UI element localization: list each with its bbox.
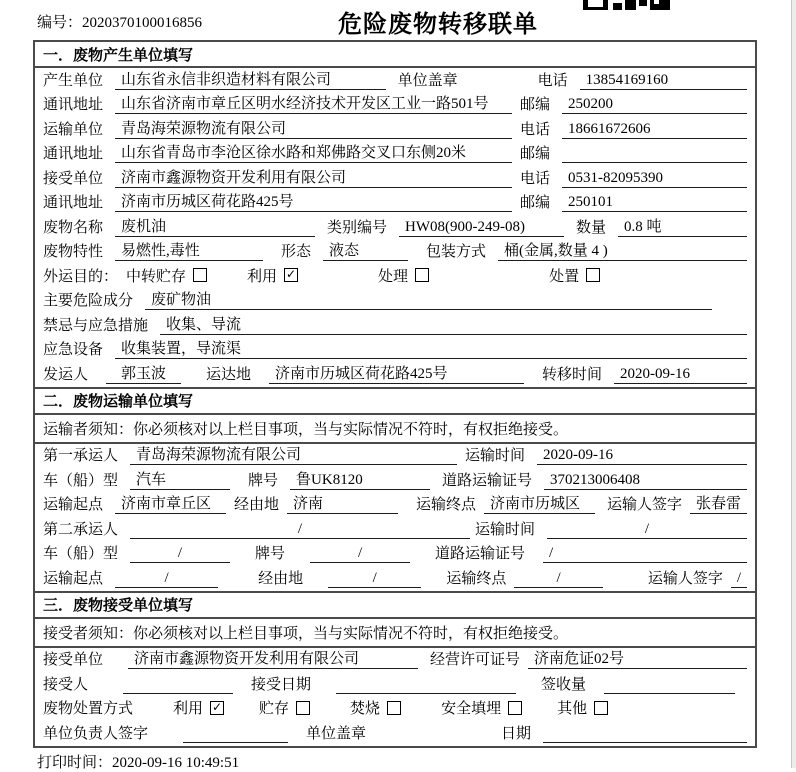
receive-date-value	[336, 676, 516, 694]
field-shipper	[35, 362, 755, 387]
disposal-option-other	[557, 697, 608, 718]
qr-module	[650, 0, 670, 10]
form-label: 形态	[281, 244, 312, 260]
field-producer-unit	[35, 68, 755, 93]
purpose-option-treat	[378, 265, 429, 286]
permit2-label: 道路运输证号	[435, 546, 526, 562]
end2-label: 运输终点	[446, 570, 507, 587]
end2-value: /	[514, 570, 602, 588]
time1-value: 2020-09-16	[537, 447, 747, 465]
zip-value: 250200	[562, 96, 747, 114]
address-value: 山东省济南市章丘区明水经济技术开发区工业一路501号	[115, 92, 512, 114]
field-receive-unit	[35, 648, 755, 673]
field-first-carrier	[35, 444, 755, 469]
checkbox-icon	[210, 701, 224, 715]
scrollbar[interactable]	[791, 0, 796, 768]
characteristics-value: 易燃性,毒性	[115, 239, 263, 261]
date-label: 日期	[501, 725, 532, 742]
plate1-label: 牌号	[248, 472, 279, 489]
carrier1-label: 第一承运人	[43, 448, 119, 464]
contraindication-label: 禁忌与应急措施	[43, 317, 149, 334]
equipment-value: 收集装置，导流渠	[115, 337, 747, 359]
section-receiver	[35, 591, 755, 746]
checkbox-label: 利用	[247, 268, 278, 285]
checkbox-icon	[193, 268, 207, 282]
checkbox-mark: ✓	[286, 267, 297, 281]
section-producer	[35, 42, 755, 387]
sign1-label: 运输人签字	[606, 497, 682, 513]
checkbox-icon	[586, 268, 600, 282]
phone-value: 13854169160	[580, 72, 747, 90]
field-route-2	[35, 566, 755, 591]
plate2-label: 牌号	[255, 546, 286, 562]
address-label: 通讯地址	[43, 195, 104, 211]
category-no-value: HW08(900-249-08)	[399, 219, 564, 237]
quantity-value: 0.8 吨	[618, 215, 747, 237]
section-transporter	[35, 387, 755, 591]
document-number-label: 编号：	[37, 15, 83, 31]
address-label: 通讯地址	[43, 97, 104, 113]
category-no-label: 类别编号	[327, 219, 388, 236]
end1-value: 济南市历城区	[484, 492, 595, 514]
vehicle1-value: 汽车	[130, 468, 230, 490]
time2-label: 运输时间	[474, 521, 535, 538]
producer-unit-label: 产生单位	[43, 72, 104, 89]
checkbox-label: 安全填埋	[441, 701, 502, 717]
receiver-notice: 接受者须知：你必须核对以上栏目事项，当与实际情况不符时，有权拒绝接受。	[35, 619, 755, 648]
checkbox-label: 其他	[557, 701, 588, 717]
transport-unit-value: 青岛海荣源物流有限公司	[115, 117, 512, 139]
field-route-1	[35, 493, 755, 518]
license-label: 经营许可证号	[430, 652, 521, 668]
receiver-person-value	[123, 676, 233, 694]
receive-unit-label: 接受单位	[43, 652, 104, 668]
field-waste-name	[35, 215, 755, 240]
phone-value: 18661672606	[562, 121, 747, 139]
waste-name-label: 废物名称	[43, 219, 104, 236]
checkbox-icon	[594, 701, 608, 715]
zip-label: 邮编	[519, 97, 550, 113]
field-transfer-purpose	[35, 264, 755, 289]
field-waste-characteristics	[35, 240, 755, 265]
phone-label: 电话	[537, 72, 568, 89]
quantity-label: 数量	[576, 219, 607, 236]
destination-label: 运达地	[206, 366, 252, 383]
shipper-value: 郭玉波	[106, 362, 181, 384]
receiver-person-label: 接受人	[43, 676, 89, 693]
checkbox-label: 中转贮存	[126, 268, 187, 285]
received-qty-label: 签收量	[541, 676, 587, 693]
receive-date-label: 接受日期	[251, 676, 312, 693]
zip-label: 邮编	[519, 195, 550, 211]
phone-label: 电话	[519, 121, 550, 138]
phone-label: 电话	[519, 170, 550, 187]
unit-seal-label: 单位盖章	[306, 725, 367, 742]
unit-seal-label: 单位盖章	[397, 72, 458, 89]
checkbox-label: 处置	[549, 268, 580, 285]
checkbox-icon	[387, 701, 401, 715]
transport-unit-label: 运输单位	[43, 121, 104, 138]
address-label: 通讯地址	[43, 146, 104, 162]
vehicle2-label: 车（船）型	[43, 546, 119, 562]
vehicle1-label: 车（船）型	[43, 472, 119, 489]
contraindication-value: 收集、导流	[160, 313, 747, 335]
permit1-label: 道路运输证号	[442, 472, 533, 489]
receiver-unit-label: 接受单位	[43, 170, 104, 187]
via1-label: 经由地	[233, 497, 279, 513]
packaging-value: 桶(金属,数量 4 )	[498, 239, 747, 261]
qr-module	[583, 7, 608, 10]
via2-label: 经由地	[258, 570, 304, 587]
address-value: 山东省青岛市李沧区徐水路和郑佛路交叉口东侧20米	[115, 141, 512, 163]
form-value: 液态	[323, 239, 408, 261]
transfer-time-label: 转移时间	[542, 366, 603, 383]
origin2-label: 运输起点	[43, 570, 104, 587]
transfer-time-value: 2020-09-16	[614, 366, 747, 384]
qr-module	[613, 3, 622, 10]
checkbox-label: 焚烧	[350, 701, 381, 717]
purpose-option-utilize	[247, 265, 298, 286]
purpose-label: 外运目的：	[43, 268, 119, 285]
document-number-value: 2020370100016856	[82, 15, 203, 31]
via2-value: /	[328, 570, 421, 588]
disposal-option-landfill	[441, 697, 522, 718]
qr-module	[639, 0, 647, 6]
page-title: 危险废物转移联单	[338, 11, 538, 38]
destination-value: 济南市历城区荷花路425号	[269, 362, 524, 384]
checkbox-label: 贮存	[259, 701, 290, 717]
received-qty-value	[604, 676, 735, 694]
characteristics-label: 废物特性	[43, 244, 104, 260]
checkbox-label: 利用	[173, 701, 204, 717]
address-value: 济南市历城区荷花路425号	[115, 190, 512, 212]
hazard-value: 废矿物油	[145, 288, 712, 310]
field-vehicle-type-2	[35, 542, 755, 567]
hazard-label: 主要危险成分	[43, 293, 134, 309]
receive-unit-value: 济南市鑫源物资开发利用有限公司	[128, 647, 418, 669]
time2-value: /	[547, 521, 747, 539]
disposal-option-store	[259, 697, 310, 718]
section-receiver-title: 三．废物接受单位填写	[35, 593, 755, 619]
carrier2-value: /	[130, 521, 470, 539]
disposal-option-utilize	[173, 697, 224, 718]
vehicle2-value: /	[130, 545, 230, 563]
carrier2-label: 第二承运人	[43, 521, 119, 538]
time1-label: 运输时间	[464, 448, 525, 464]
sign2-value: /	[731, 570, 747, 588]
section-producer-title: 一．废物产生单位填写	[35, 42, 755, 68]
date-value	[543, 725, 747, 743]
section-transporter-title: 二．废物运输单位填写	[35, 389, 755, 415]
end1-label: 运输终点	[415, 497, 476, 513]
disposal-label: 废物处置方式	[43, 701, 134, 717]
origin1-label: 运输起点	[43, 497, 104, 513]
purpose-option-dispose	[549, 265, 600, 286]
responsible-sign-label: 单位负责人签字	[43, 725, 149, 742]
phone-value: 0531-82095390	[562, 170, 747, 188]
disposal-option-incinerate	[350, 697, 401, 718]
qr-code-fragment	[583, 0, 673, 10]
origin2-value: /	[115, 570, 218, 588]
transporter-notice: 运输者须知：你必须核对以上栏目事项，当与实际情况不符时，有权拒绝接受。	[35, 415, 755, 444]
field-disposal-method	[35, 697, 755, 722]
checkbox-label: 处理	[378, 268, 409, 285]
field-second-carrier	[35, 517, 755, 542]
license-value: 济南危证02号	[528, 647, 747, 669]
field-receiver-person	[35, 672, 755, 697]
qr-module	[625, 0, 636, 10]
checkbox-mark: ✓	[212, 699, 223, 714]
zip-value: 250101	[562, 194, 747, 212]
packaging-label: 包装方式	[426, 244, 487, 260]
checkbox-icon	[284, 268, 298, 282]
via1-value: 济南	[287, 492, 398, 514]
carrier1-value: 青岛海荣源物流有限公司	[130, 443, 457, 465]
sign2-label: 运输人签字	[647, 570, 723, 587]
permit2-value: /	[543, 545, 645, 563]
equipment-label: 应急设备	[43, 342, 104, 358]
waste-name-value: 废机油	[115, 215, 315, 237]
producer-unit-value: 山东省永信非织造材料有限公司	[115, 68, 386, 90]
plate1-value: 鲁UK8120	[290, 468, 430, 490]
zip-value	[562, 145, 747, 163]
checkbox-icon	[508, 701, 522, 715]
checkbox-icon	[296, 701, 310, 715]
field-receiver-address	[35, 191, 755, 216]
field-vehicle-type-1	[35, 468, 755, 493]
plate2-value: /	[310, 545, 410, 563]
print-time: 打印时间：2020-09-16 10:49:51	[37, 755, 240, 771]
purpose-option-storage	[126, 265, 207, 286]
zip-label: 邮编	[519, 146, 550, 162]
transfer-form-table	[33, 40, 757, 748]
origin1-value: 济南市章丘区	[115, 492, 226, 514]
permit1-value: 370213006408	[544, 472, 747, 490]
checkbox-icon	[415, 268, 429, 282]
receiver-unit-value: 济南市鑫源物资开发利用有限公司	[115, 166, 512, 188]
field-main-hazard	[35, 289, 755, 314]
permit2-underline	[645, 545, 747, 563]
field-contraindication	[35, 313, 755, 338]
field-producer-address	[35, 93, 755, 118]
field-responsible-signature	[35, 721, 755, 746]
shipper-label: 发运人	[43, 366, 89, 383]
field-transport-unit	[35, 117, 755, 142]
responsible-sign-value	[183, 725, 288, 743]
field-emergency-equipment	[35, 338, 755, 363]
field-receiver-unit	[35, 166, 755, 191]
field-transport-address	[35, 142, 755, 167]
sign1-value: 张春雷	[690, 492, 747, 514]
